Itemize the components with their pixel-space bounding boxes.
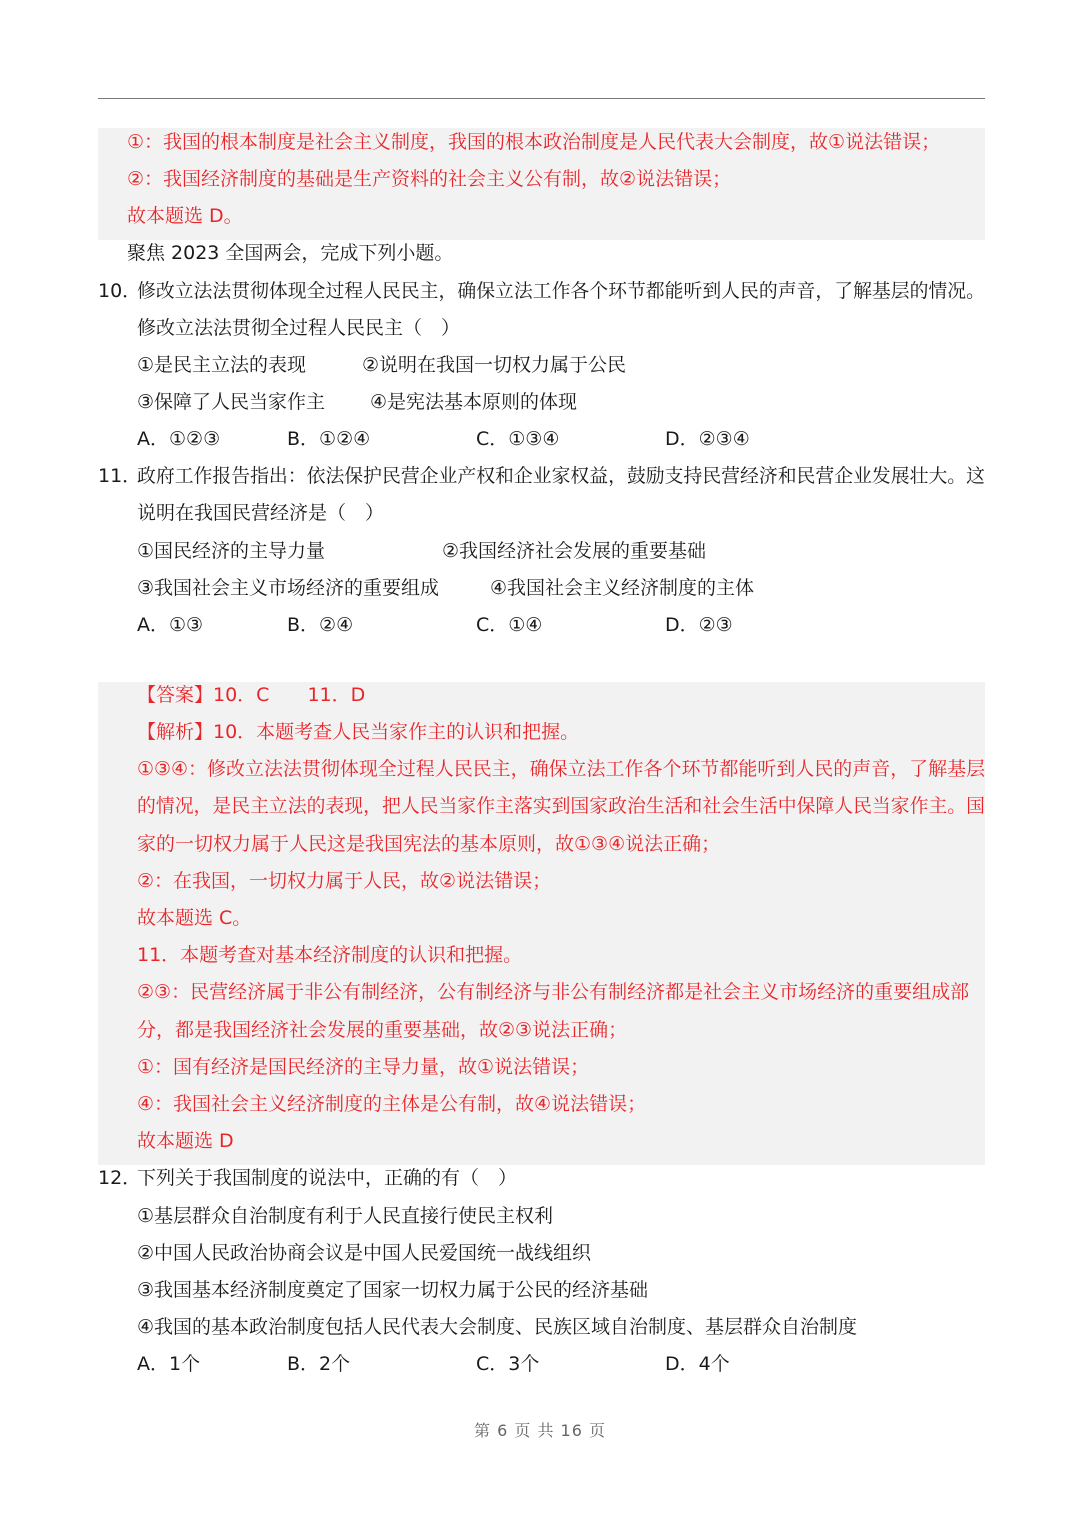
question-11-item: ②我国经济社会发展的重要基础	[442, 540, 707, 562]
question-12-option-a: A．1个	[137, 1353, 201, 1375]
question-11-stem: 说明在我国民营经济是（ ）	[137, 502, 385, 524]
question-12-option-c: C．3个	[476, 1353, 540, 1375]
question-12-number: 12．	[98, 1167, 142, 1189]
question-11-option-a: A．①③	[137, 614, 204, 636]
explanation-line: 故本题选 D。	[127, 205, 243, 227]
analysis-line: ④：我国社会主义经济制度的主体是公有制，故④说法错误；	[137, 1093, 647, 1115]
analysis-line: 故本题选 D	[137, 1130, 234, 1152]
question-12-stem: 下列关于我国制度的说法中，正确的有（ ）	[137, 1167, 518, 1189]
question-10-stem: 修改立法法贯彻全过程人民民主（ ）	[137, 317, 461, 339]
question-12-item: ③我国基本经济制度奠定了国家一切权力属于公民的经济基础	[137, 1279, 649, 1301]
analysis-line: ①③④：修改立法法贯彻体现全过程人民民主，确保立法工作各个环节都能听到人民的声音，了解基层	[137, 758, 986, 780]
analysis-line: 的情况，是民主立法的表现，把人民当家作主落实到国家政治生活和社会生活中保障人民当家作主。国	[137, 795, 986, 817]
question-12-option-d: D．4个	[665, 1353, 730, 1375]
analysis-line: ②③：民营经济属于非公有制经济，公有制经济与非公有制经济都是社会主义市场经济的重要组成部	[137, 981, 970, 1003]
question-10-option-a: A．①②③	[137, 428, 221, 450]
question-11-item: ④我国社会主义经济制度的主体	[490, 577, 755, 599]
question-12-item: ④我国的基本政治制度包括人民代表大会制度、民族区域自治制度、基层群众自治制度	[137, 1316, 858, 1338]
question-11-option-d: D．②③	[665, 614, 733, 636]
question-12-item: ①基层群众自治制度有利于人民直接行使民主权利	[137, 1205, 554, 1227]
header-rule	[98, 98, 985, 99]
question-11-item: ①国民经济的主导力量	[137, 540, 326, 562]
question-10-option-b: B．①②④	[287, 428, 371, 450]
analysis-line: ①：国有经济是国民经济的主导力量，故①说法错误；	[137, 1056, 590, 1078]
explanation-line: ②：我国经济制度的基础是生产资料的社会主义公有制，故②说法错误；	[127, 168, 732, 190]
question-10-item: ③保障了人民当家作主	[137, 391, 326, 413]
question-11-number: 11．	[98, 465, 142, 487]
question-10-item: ④是宪法基本原则的体现	[370, 391, 578, 413]
analysis-line: 故本题选 C。	[137, 907, 252, 929]
question-10-stem: 修改立法法贯彻体现全过程人民民主，确保立法工作各个环节都能听到人民的声音，了解基层的情况。	[137, 280, 986, 302]
question-11-option-b: B．②④	[287, 614, 354, 636]
analysis-line: 11．本题考查对基本经济制度的认识和把握。	[137, 944, 523, 966]
question-10-option-c: C．①③④	[476, 428, 560, 450]
analysis-line: ②：在我国，一切权力属于人民，故②说法错误；	[137, 870, 552, 892]
question-12-option-b: B．2个	[287, 1353, 351, 1375]
section-intro: 聚焦 2023 全国两会，完成下列小题。	[127, 242, 454, 264]
answer-line: 【答案】10．C 11．D	[137, 684, 366, 706]
question-10-item: ①是民主立法的表现	[137, 354, 307, 376]
question-12-item: ②中国人民政治协商会议是中国人民爱国统一战线组织	[137, 1242, 592, 1264]
question-11-item: ③我国社会主义市场经济的重要组成	[137, 577, 440, 599]
analysis-line: 分，都是我国经济社会发展的重要基础，故②③说法正确；	[137, 1019, 628, 1041]
analysis-line: 家的一切权力属于人民这是我国宪法的基本原则，故①③④说法正确；	[137, 833, 721, 855]
explanation-line: ①：我国的根本制度是社会主义制度，我国的根本政治制度是人民代表大会制度，故①说法错误；	[127, 131, 941, 153]
page-footer: 第 6 页 共 16 页	[474, 1421, 606, 1440]
analysis-line: 【解析】10．本题考查人民当家作主的认识和把握。	[137, 721, 580, 743]
question-11-option-c: C．①④	[476, 614, 543, 636]
question-11-stem: 政府工作报告指出：依法保护民营企业产权和企业家权益，鼓励支持民营经济和民营企业发展壮大。这	[137, 465, 986, 487]
question-10-option-d: D．②③④	[665, 428, 750, 450]
question-10-item: ②说明在我国一切权力属于公民	[362, 354, 627, 376]
question-10-number: 10．	[98, 280, 142, 302]
